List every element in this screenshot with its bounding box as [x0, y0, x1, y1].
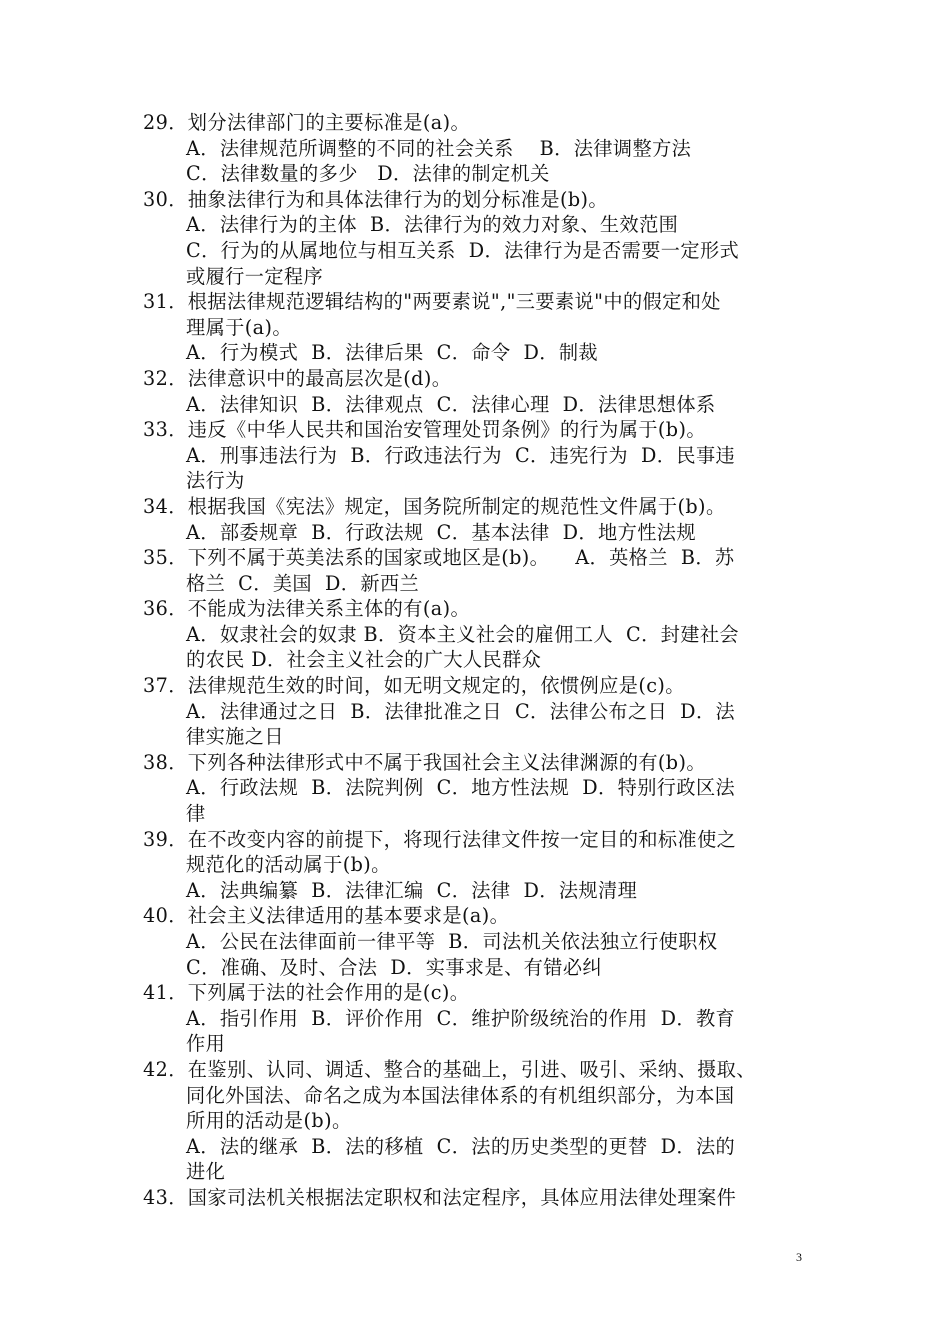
question-text-line: A．法律通过之日 B．法律批准之日 C．法律公布之日 D．法 — [186, 699, 736, 723]
question-text-line: 律实施之日 — [186, 725, 284, 749]
question-stem-line: 34．根据我国《宪法》规定，国务院所制定的规范性文件属于(b)。 — [143, 494, 726, 518]
question-stem-line: 30．抽象法律行为和具体法律行为的划分标准是(b)。 — [143, 187, 609, 211]
question-stem-line: 36．不能成为法律关系主体的有(a)。 — [143, 597, 471, 621]
question-text-line: 进化 — [186, 1160, 226, 1184]
question-text-line: A．法典编纂 B．法律汇编 C．法律 D．法规清理 — [186, 878, 638, 902]
question-text-line: 理属于(a)。 — [186, 315, 292, 339]
question-block — [143, 366, 813, 417]
question-stem-line: 42．在鉴别、认同、调适、整合的基础上，引进、吸引、采纳、摄取、 — [143, 1057, 756, 1081]
question-text-line: A．行为模式 B．法律后果 C．命令 D．制裁 — [186, 341, 599, 365]
question-block — [143, 1185, 813, 1211]
question-text-line: A．法律知识 B．法律观点 C．法律心理 D．法律思想体系 — [186, 392, 716, 416]
question-text-line: 法行为 — [186, 469, 245, 493]
question-block — [143, 289, 813, 366]
question-block — [143, 494, 813, 545]
question-block — [143, 980, 813, 1057]
question-text-line: 同化外国法、命名之成为本国法律体系的有机组织部分，为本国 — [186, 1083, 735, 1107]
page-number: 3 — [796, 1250, 802, 1264]
question-stem-line: 32．法律意识中的最高层次是(d)。 — [143, 366, 452, 390]
question-text-line: A．法律规范所调整的不同的社会关系 B．法律调整方法 — [186, 136, 692, 160]
question-text-line: C．法律数量的多少 D．法律的制定机关 — [186, 162, 550, 186]
question-stem-line: 31．根据法律规范逻辑结构的"两要素说","三要素说"中的假定和处 — [143, 290, 721, 314]
question-text-line: 作用 — [186, 1032, 226, 1056]
question-stem-line: 29．划分法律部门的主要标准是(a)。 — [143, 111, 471, 134]
question-text-line: A．刑事违法行为 B．行政违法行为 C．违宪行为 D．民事违 — [186, 443, 736, 467]
question-block — [143, 110, 813, 187]
question-block — [143, 187, 813, 289]
question-block — [143, 903, 813, 980]
question-stem-line: 39．在不改变内容的前提下，将现行法律文件按一定目的和标准使之 — [143, 827, 737, 851]
question-stem-line: 41．下列属于法的社会作用的是(c)。 — [143, 981, 470, 1005]
question-text-line: A．法的继承 B．法的移植 C．法的历史类型的更替 D．法的 — [186, 1134, 736, 1158]
question-text-line: A．法律行为的主体 B．法律行为的效力对象、生效范围 — [186, 213, 679, 237]
question-text-line: A．奴隶社会的奴隶 B．资本主义社会的雇佣工人 C．封建社会 — [186, 622, 740, 646]
question-text-line: C．行为的从属地位与相互关系 D．法律行为是否需要一定形式 — [186, 238, 740, 262]
question-text-line: 或履行一定程序 — [186, 264, 324, 288]
question-block — [143, 750, 813, 827]
question-text-line: C．准确、及时、合法 D．实事求是、有错必纠 — [186, 955, 603, 979]
question-text-line: 格兰 C．美国 D．新西兰 — [186, 571, 420, 595]
question-text-line: A．部委规章 B．行政法规 C．基本法律 D．地方性法规 — [186, 520, 696, 544]
question-block — [143, 545, 813, 596]
question-stem-line: 38．下列各种法律形式中不属于我国社会主义法律渊源的有(b)。 — [143, 750, 706, 774]
question-stem-line: 40．社会主义法律适用的基本要求是(a)。 — [143, 904, 510, 928]
question-block — [143, 673, 813, 750]
question-stem-line: 37．法律规范生效的时间，如无明文规定的，依惯例应是(c)。 — [143, 674, 685, 698]
question-stem-line: 35．下列不属于英美法系的国家或地区是(b)。 A．英格兰 B．苏 — [143, 546, 735, 570]
question-block — [143, 827, 813, 904]
question-text-line: A．行政法规 B．法院判例 C．地方性法规 D．特别行政区法 — [186, 776, 736, 800]
question-block — [143, 417, 813, 494]
question-text-line: A．公民在法律面前一律平等 B．司法机关依法独立行使职权 — [186, 930, 718, 953]
question-text-line: 的农民 D．社会主义社会的广大人民群众 — [186, 648, 542, 672]
question-block — [143, 1057, 813, 1185]
document-body — [143, 110, 813, 1211]
question-text-line: A．指引作用 B．评价作用 C．维护阶级统治的作用 D．教育 — [186, 1006, 736, 1030]
question-text-line: 所用的活动是(b)。 — [186, 1109, 352, 1133]
question-block — [143, 596, 813, 673]
question-text-line: 律 — [186, 802, 206, 826]
question-text-line: 规范化的活动属于(b)。 — [186, 853, 391, 877]
question-stem-line: 43．国家司法机关根据法定职权和法定程序，具体应用法律处理案件 — [143, 1185, 737, 1209]
question-stem-line: 33．违反《中华人民共和国治安管理处罚条例》的行为属于(b)。 — [143, 418, 706, 442]
